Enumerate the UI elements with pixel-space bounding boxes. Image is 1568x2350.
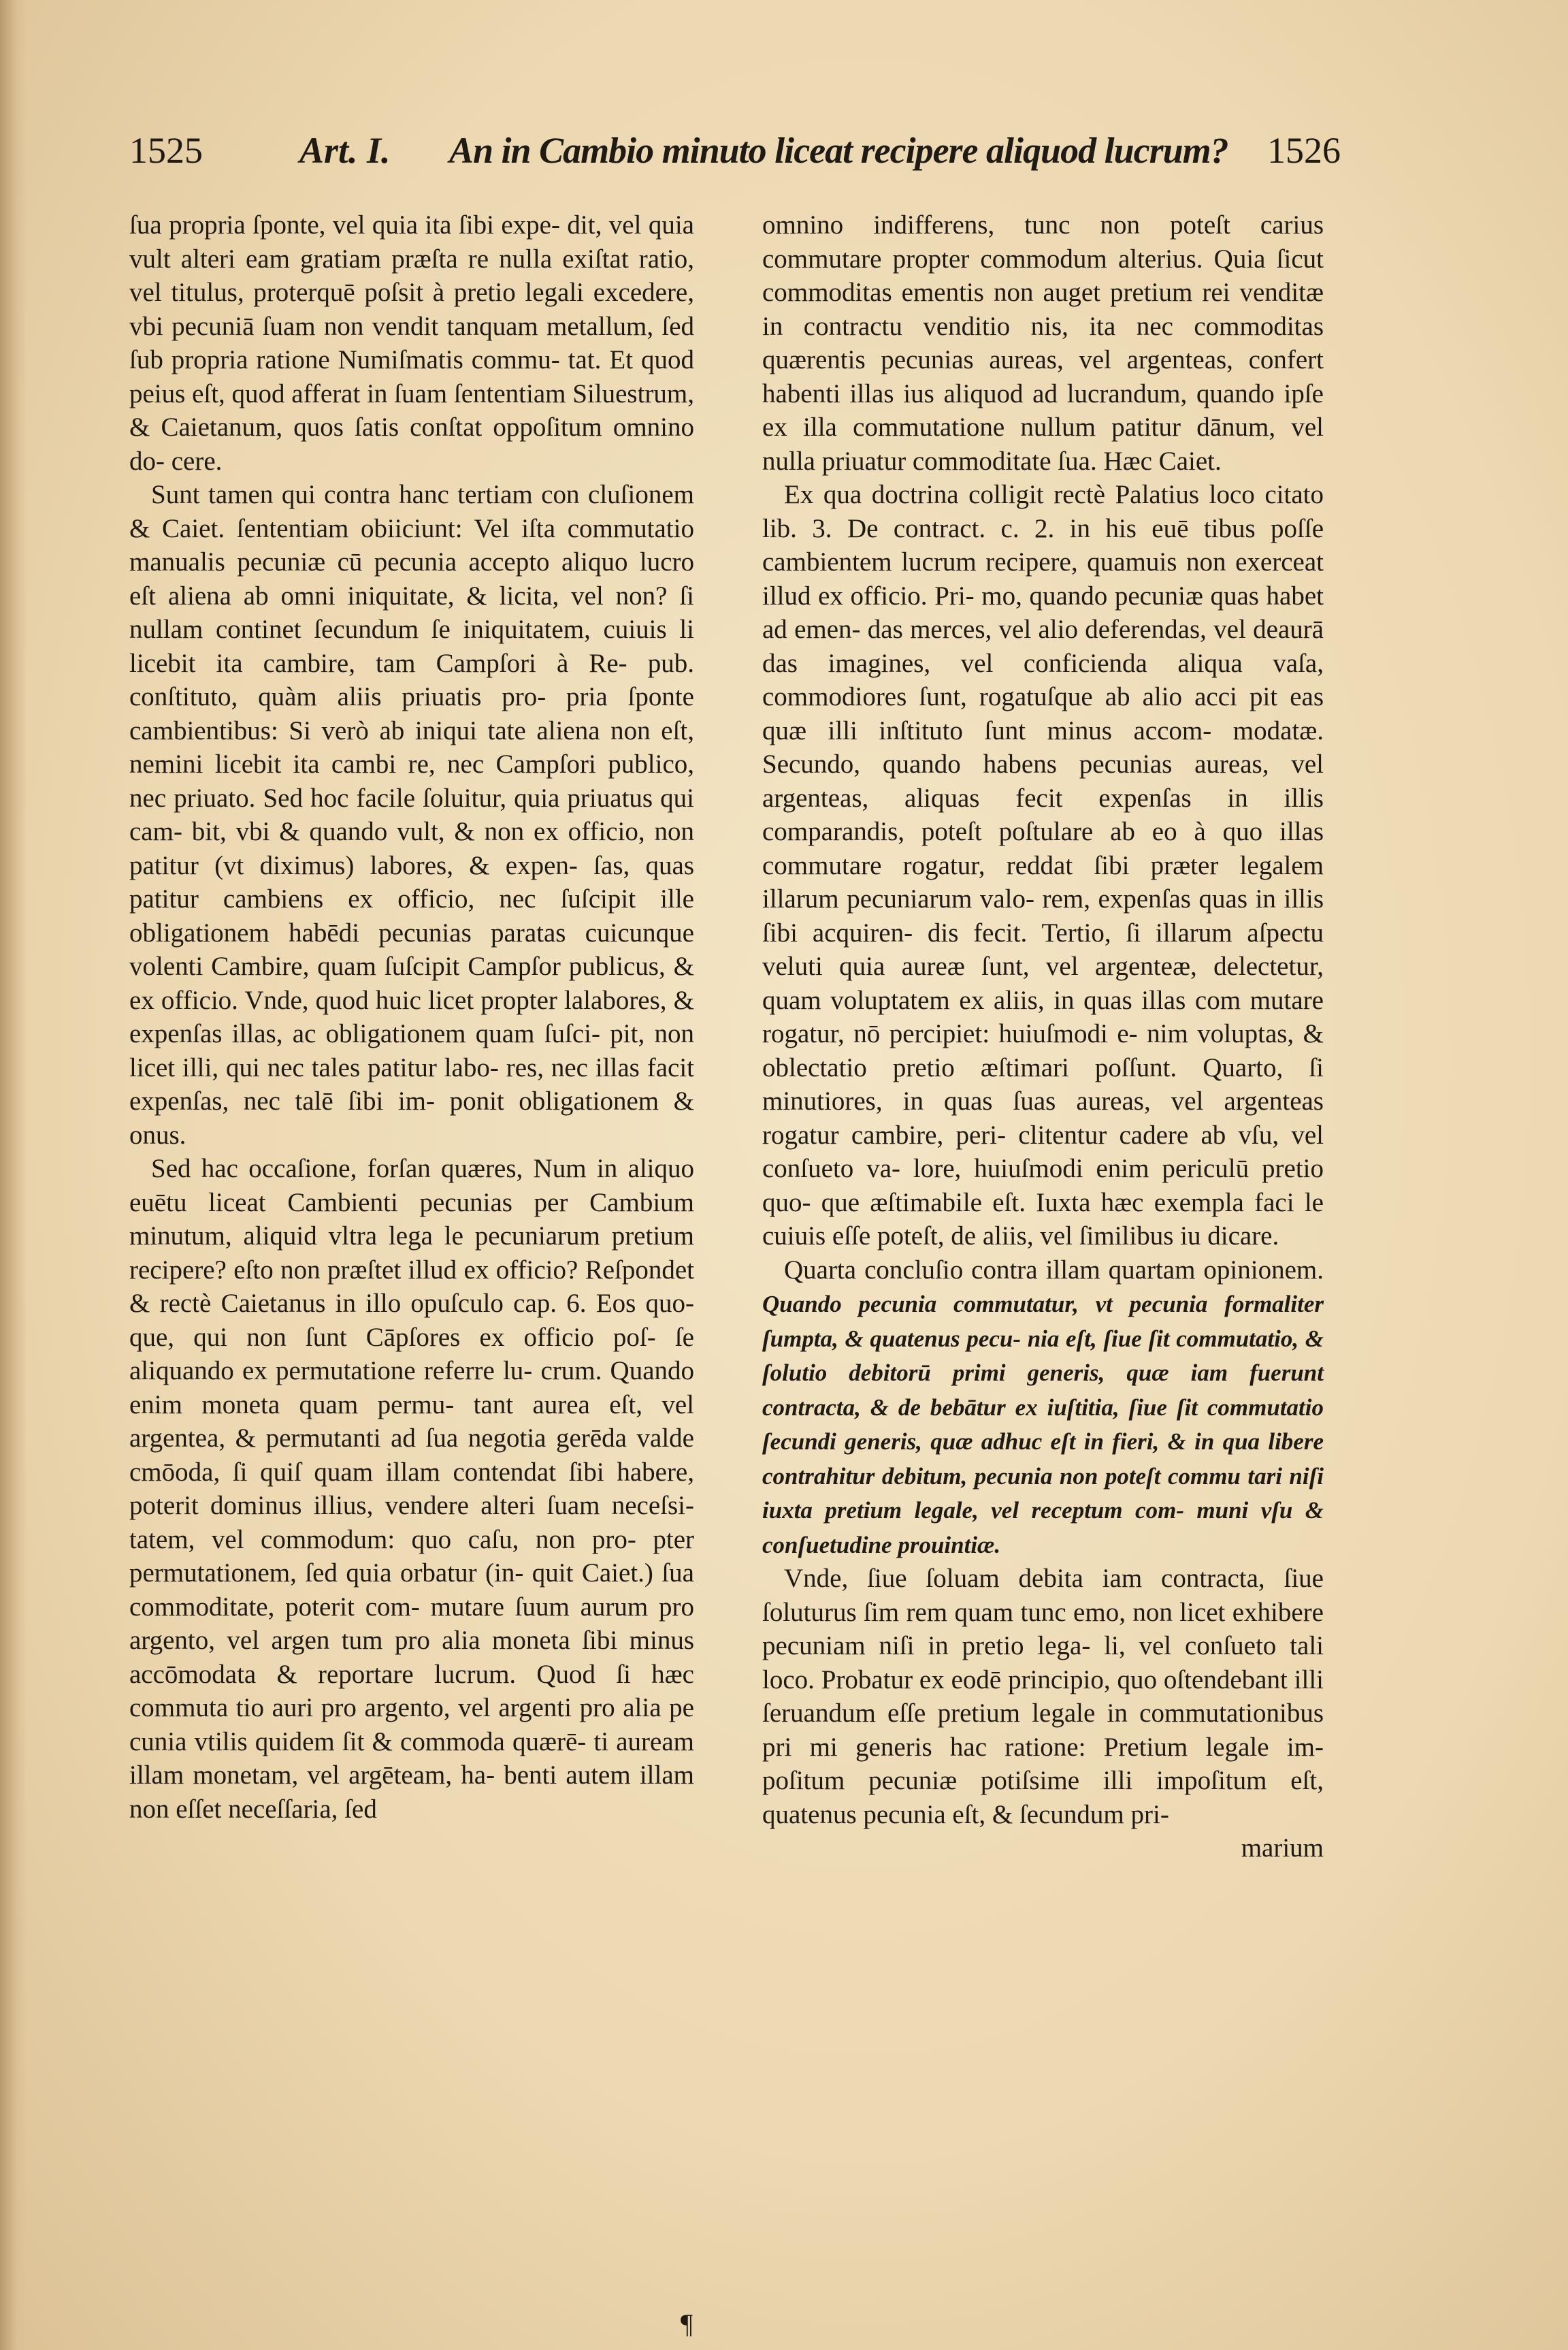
left-column bbox=[129, 208, 694, 1826]
article-label: Art. I. bbox=[299, 130, 391, 171]
running-title: An in Cambio minuto liceat recipere aliquod lucrum? bbox=[449, 130, 1228, 171]
right-paragraph-1: omnino indifferens, tunc non poteſt carius commutare propter commodum alterius. Quia ſicut commoditas ementis non auget pretium rei venditæ in contractu venditio nis, ita nec commoditas quærentis pecunias aureas, vel argenteas, confert habenti illas ius aliquod ad lucrandum, quando ipſe ex illa commutatione nullum patitur dānum, vel nulla priuatur commoditate ſua. Hæc Caiet. bbox=[762, 210, 1324, 476]
left-paragraph-1: ſua propria ſponte, vel quia ita ſibi expe- dit, vel quia vult alteri eam gratiam præſta re nulla exiſtat ratio, vel titulus, proterquē poſsit à pretio legali excedere, vbi pecuniā ſuam non vendit tanquam metallum, ſed ſub propria ratione Numiſmatis commu- tat. Et quod peius eſt, quod afferat in ſuam ſententiam Siluestrum, & Caietanum, quos ſatis conſtat oppoſitum omnino do- cere. bbox=[129, 210, 695, 476]
signature-mark: ¶ bbox=[681, 2308, 693, 2339]
binding-gutter bbox=[0, 0, 27, 2350]
catchword: marium bbox=[1241, 1833, 1324, 1863]
left-paragraph-3: Sed hac occaſione, forſan quæres, Num in aliquo euētu liceat Cambienti pecunias per Cambium minutum, aliquid vltra lega le pecuniarum pretium recipere? eſto non præſtet illud ex officio? Reſpondet & rectè Caietanus in illo opuſculo cap. 6. Eos quo- que, qui non ſunt Cāpſores ex officio poſ- ſe aliquando ex permutatione referre lu- crum. Quando enim moneta quam permu- tant aurea eſt, vel argentea, & permutanti ad ſua negotia gerēda valde cmōoda, ſi quiſ quam illam contendat ſibi habere, poterit dominus illius, vendere alteri ſuam neceſsi- tatem, vel commodum: quo caſu, non pro- pter permutationem, ſed quia orbatur (in- quit Caiet.) ſua commoditate, poterit com- mutare ſuum aurum pro argento, vel argen tum pro alia moneta ſibi minus accōmodata & reportare lucrum. Quod ſi hæc commuta tio auri pro argento, vel argenti pro alia pe cunia vtilis quidem ſit & commoda quærē- ti auream illam monetam, vel argēteam, ha- benti autem illam non eſſet neceſſaria, ſed bbox=[129, 1154, 694, 1824]
conclusion-italic: Quando pecunia commutatur, vt pecunia formaliter ſumpta, & quatenus pecu- nia eſt, ſiue ſit commutatio, & ſolutio debitorū primi generis, quæ iam fuerunt contracta, & de bebātur ex iuſtitia, ſiue ſit commutatio ſecundi generis, quæ adhuc eſt in fieri, & in qua libere contrahitur debitum, pecunia non poteſt commu tari niſi iuxta pretium legale, vel receptum com- muni vſu & conſuetudine prouintiæ. bbox=[762, 1291, 1324, 1558]
conclusion-lead: Quarta concluſio contra illam quartam opinionem. bbox=[784, 1255, 1324, 1285]
right-column bbox=[762, 208, 1324, 1865]
running-header bbox=[129, 129, 1341, 184]
right-paragraph-2: Ex qua doctrina colligit rectè Palatius loco citato lib. 3. De contract. c. 2. in his euē tibus poſſe cambientem lucrum recipere, quamuis non exerceat illud ex officio. Pri- mo, quando pecuniæ quas habet ad emen- das merces, vel alio deferendas, vel deaurā das imagines, vel conficienda aliqua vaſa, commodiores ſunt, rogatuſque ab alio acci pit eas quæ illi inſtituto ſunt minus accom- modatæ. Secundo, quando habens pecunias aureas, vel argenteas, aliquas fecit expenſas in illis comparandis, poteſt poſtulare ab eo à quo illas commutare rogatur, reddat ſibi præter legalem illarum pecuniarum valo- rem, expenſas quas in illis ſibi acquiren- dis fecit. Tertio, ſi illarum aſpectu veluti quia aureæ ſunt, vel argenteæ, delectetur, quam voluptatem ex aliis, in quas illas com mutare rogatur, nō percipiet: huiuſmodi e- nim voluptas, & oblectatio pretio æſtimari poſſunt. Quarto, ſi minutiores, in quas ſuas aureas, vel argenteas rogatur cambire, peri- clitentur cadere ab vſu, vel conſueto va- lore, huiuſmodi enim periculū pretio quo- que æſtimabile eſt. Iuxta hæc exempla faci le cuiuis eſſe poteſt, de aliis, vel ſimilibus iu dicare. bbox=[762, 480, 1324, 1251]
left-paragraph-2: Sunt tamen qui contra hanc tertiam con cluſionem & Caiet. ſententiam obiiciunt: Vel iſta commutatio manualis pecuniæ cū pecunia accepto aliquo lucro eſt aliena ab omni iniquitate, & licita, vel non? ſi nullam continet ſecundum ſe iniquitatem, cuiuis li licebit ita cambire, tam Campſori à Re- pub. conſtituto, quàm aliis priuatis pro- pria ſponte cambientibus: Si verò ab iniqui tate aliena non eſt, nemini licebit ita cambi re, nec Campſori publico, nec priuato. Sed hoc facile ſoluitur, quia priuatus qui cam- bit, vbi & quando vult, & non ex officio, non patitur (vt diximus) labores, & expen- ſas, quas patitur cambiens ex officio, nec ſuſcipit ille obligationem habēdi pecunias paratas cuicunque volenti Cambire, quam ſuſcipit Campſor publicus, & ex officio. Vnde, quod huic licet propter lalabores, & expenſas illas, ac obligationem quam ſuſci- pit, non licet illi, qui nec tales patitur labo- res, nec illas facit expenſas, nec talē ſibi im- ponit obligationem & onus. bbox=[129, 480, 694, 1150]
right-paragraph-4: Vnde, ſiue ſoluam debita iam contracta, ſiue ſoluturus ſim rem quam tunc emo, non licet exhibere pecuniam niſi in pretio lega- li, vel conſueto tali loco. Probatur ex eodē principio, quo oſtendebant illi ſeruandum eſſe pretium legale in commutationibus pri mi generis hac ratione: Pretium legale im- poſitum pecuniæ potiſsime illi impoſitum eſt, quatenus pecunia eſt, & ſecundum pri- bbox=[762, 1564, 1324, 1829]
left-page-number: 1525 bbox=[129, 130, 203, 171]
right-paragraph-3 bbox=[762, 1253, 1324, 1562]
right-page-number: 1526 bbox=[1267, 130, 1341, 171]
